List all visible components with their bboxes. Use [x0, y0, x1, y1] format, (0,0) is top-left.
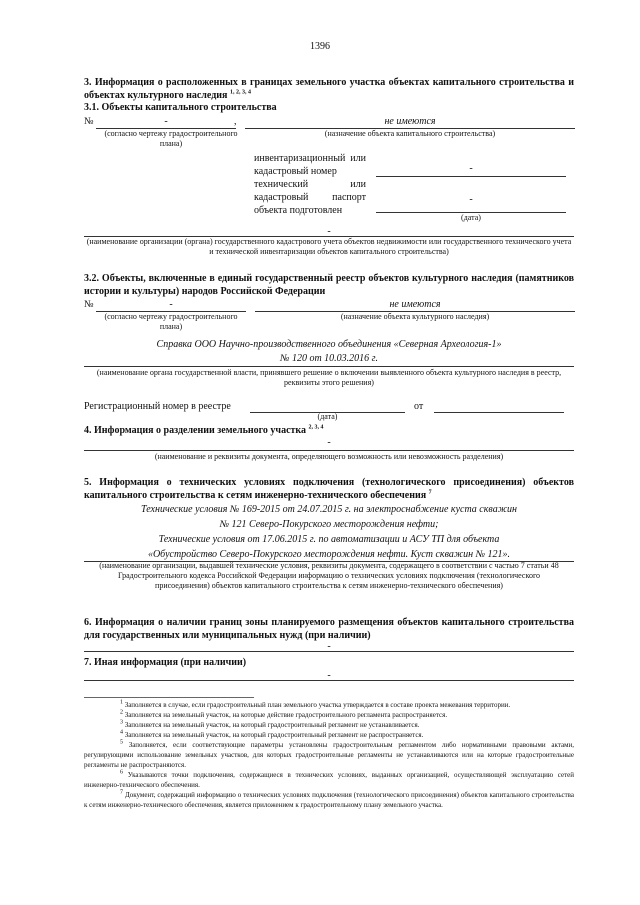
- section5-line4: «Обустройство Северо-Покурского месторождения нефти. Куст скважин № 121».: [147, 549, 511, 560]
- section4-caption: (наименование и реквизиты документа, определяющего возможность или невозможность разделения): [154, 452, 504, 461]
- section32-caption-decision: (наименование органа государственной власти, принявшего решение о включении выявленного объекта культурного наследия в реестр, реквизиты этого решения): [96, 368, 562, 387]
- section32-number-value: -: [169, 299, 173, 310]
- section3-heading-text: 3. Информация о расположенных в границах земельного участка объектах капитального строительства и объектах культурного наследия: [84, 77, 574, 101]
- section32-decision-line2: № 120 от 10.03.2016 г.: [280, 353, 378, 364]
- section3-heading: [84, 76, 574, 102]
- section6-value: -: [327, 641, 331, 652]
- section5-line1: Технические условия № 169-2015 от 24.07.2015 г. на электроснабжение куста скважин: [141, 504, 517, 515]
- section32-caption-drawing: (согласно чертежу градостроительного плана): [104, 312, 238, 331]
- footnote-2: $^2$ Заполняется на земельный участок, на которые действие градостроительного регламента распространяется.: [120, 709, 448, 719]
- passport-value: -: [469, 194, 473, 205]
- footnote-1: $^1$ Заполняется в случае, если градостроительный план земельного участка утверждается в составе проекта межевания территории.: [120, 699, 511, 709]
- section32-heading: 3.2. Объекты, включенные в единый государственный реестр объектов культурного наследия (памятников истории и культуры) народов Российской Федерации: [84, 273, 574, 297]
- section4-heading-text: 4. Информация о разделении земельного участка: [84, 425, 307, 436]
- section5-heading-sup: 7: [428, 489, 432, 496]
- registry-caption-date: (дата): [317, 412, 338, 421]
- registry-from: от: [414, 401, 424, 412]
- object-purpose-value: не имеются: [384, 116, 436, 127]
- section32-decision-line1: Справка ООО Научно-производственного объединения «Северная Археология-1»: [156, 339, 502, 350]
- section32-caption-purpose: (назначение объекта культурного наследия): [340, 312, 490, 321]
- caption-date: (дата): [461, 213, 481, 222]
- object-number-label: №: [84, 116, 94, 127]
- inventory-value: -: [469, 163, 473, 174]
- passport-label: технический или кадастровый паспорт объекта подготовлен: [254, 179, 366, 216]
- section7-value: -: [327, 670, 331, 681]
- comma: ,: [234, 116, 237, 127]
- inventory-label: инвентаризационный или кадастровый номер: [254, 153, 366, 177]
- caption-drawing: (согласно чертежу градостроительного плана): [104, 129, 238, 148]
- section5-heading: [84, 476, 574, 502]
- footnote-7: $^7$ Документ, содержащий информацию о технических условиях подключения (технологического присоединения) объектов капитального строительства к сетям инженерно-технического обеспечения, является приложением к градостроительному плану земельного участка.: [84, 789, 575, 809]
- section4-heading-sup: 2, 3, 4: [308, 424, 324, 431]
- caption-org: (наименование организации (органа) государственного кадастрового учета объектов недвижимости или государственного технического учета и технической инвентаризации объектов капитального строительства): [86, 237, 572, 256]
- section5-line3: Технические условия от 17.06.2015 г. по автоматизации и АСУ ТП для объекта: [158, 534, 500, 545]
- footnote-3: $^3$ Заполняется на земельный участок, на который градостроительный регламент не устанавливается.: [120, 719, 420, 729]
- page-number: 1396: [310, 41, 330, 52]
- footnote-6: $^6$ Указываются точки подключения, содержащиеся в технических условиях, выданных организацией, осуществляющей эксплуатацию сетей инженерно-технического обеспечения.: [84, 769, 574, 789]
- section6-heading: 6. Информация о наличии границ зоны планируемого размещения объектов капитального строительства для государственных или муниципальных нужд (при наличии): [84, 617, 574, 641]
- registry-label: Регистрационный номер в реестре: [84, 401, 231, 412]
- section32-number-label: №: [84, 299, 94, 310]
- caption-purpose: (назначение объекта капитального строительства): [324, 129, 496, 138]
- footnote-4: $^4$ Заполняется на земельный участок, на который градостроительный регламент не распространяется.: [120, 729, 424, 739]
- section5-caption: (наименование организации, выдавшей технические условия, реквизиты документа, содержащего в соответствии с частью 7 статьи 48 Градостроительного кодекса Российской Федерации информацию о технических условиях подключения (технологического присоединения) объектов капитального строительства к сетям инженерно-технического обеспечения): [99, 561, 559, 590]
- section32-purpose-value: не имеются: [389, 299, 441, 310]
- org-value: -: [327, 226, 331, 237]
- section5-heading-text: 5. Информация о технических условиях подключения (технологического присоединения) объектов капитального строительства к сетям инженерно-технического обеспечения: [84, 477, 574, 501]
- footnote-5: $^5$ Заполняется, если соответствующие параметры установлены градостроительным регламентом либо нормативными правовыми актами, регулирующими использование земельных участков, для которых градостроительные регламенты не устанавливаются или на которые градостроительные регламенты не распространяются.: [84, 739, 574, 769]
- section5-line2: № 121 Северо-Покурского месторождения нефти;: [219, 519, 439, 530]
- section3-heading-sup: 1, 2, 3, 4: [229, 89, 251, 96]
- object-number-value: -: [164, 116, 168, 127]
- section31-heading: 3.1. Объекты капитального строительства: [84, 102, 277, 113]
- section4-value: -: [327, 437, 331, 448]
- section7-heading: 7. Иная информация (при наличии): [84, 657, 247, 668]
- footnotes: [84, 700, 574, 810]
